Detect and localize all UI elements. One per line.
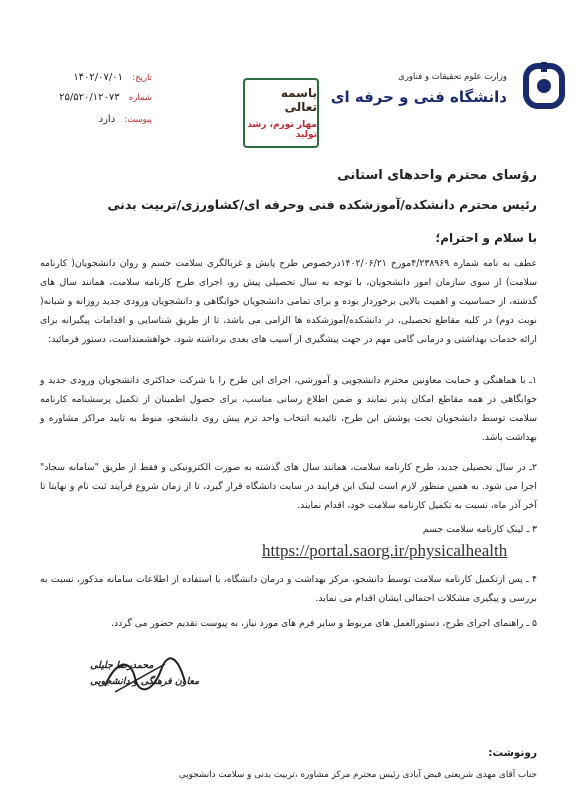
handwritten-signature-icon (95, 652, 191, 696)
number-value: ۲۵/۵۲۰/۱۲۰۷۳ (59, 92, 120, 103)
attachment-value: دارد (98, 114, 116, 125)
stamp-slogan: مهار تورم، رشد تولید (247, 120, 317, 140)
greeting: با سلام و احترام؛ (435, 231, 537, 245)
recipient: رئیس محترم دانشکده/آموزشکده فنی وحرفه ای/کشاورزی/تربیت بدنی (107, 197, 537, 212)
university-name: دانشگاه فنی و حرفه ای (330, 88, 507, 106)
letter-attachment (40, 114, 152, 125)
item-1-paragraph: ۱ـ با هماهنگی و حمایت معاونین محترم دانشجویی و آموزشی، اجرای این طرح را با شرکت حداکثری دانشجویان ورودی جدید و خوابگاهی در همه مقاطع امکان پذیر نمایند و ضمن اطلاع رسانی مناسب، برای حصول اطمینان از تکمیل پرسشنامه کارنامه سلامت توسط دانشجویان تحت پوشش این طرح، تائیدیه انتخاب واحد ترم پیش روی دانشجو، منوط به تایید مراکز مشاوره و بهداشت باشد. (40, 375, 537, 443)
date-label: تاریخ: (132, 73, 152, 83)
ministry-name: وزارت علوم تحقیقات و فناوری (398, 72, 507, 82)
university-logo-icon (522, 60, 566, 112)
attachment-label: پیوست: (124, 115, 152, 125)
health-portal-link[interactable]: https://portal.saorg.ir/physicalhealth (262, 541, 508, 560)
item-3-paragraph: ۳ ـ لینک کارنامه سلامت جسم (422, 524, 537, 535)
intro-paragraph: عطف به نامه شماره ۴/۲۳۸۹۶۹مورخ ۱۴۰۲/۰۶/۲۱درخصوص طرح پایش و غربالگری سلامت جسم و روان دانشجویان( کارنامه سلامت) از سوی سازمان امور دانشجویان، با توجه به سال تحصیلی پیش رو، اجرای طرح کارنامه سلامت، همانند سال های گذشته، از حساسیت و اهمیت بالایی برخوردار بوده و برای تمامی دانشجویان خوابگاهی و دانشجویان ورودی جدید روزانه و شبانه( نوبت دوم) در کلیه مقاطع تحصیلی، در دانشکده/آموزشکده ها الزامی می باشد، تا از طریق شناسایی و اقدامات پیگیرانه برای ارائه خدمات بهداشتی و درمانی گامی مهم در جهت پیشگیری از آسیب های بعدی برداشته شود. خواهشمنداست، دستور فرمائید: (40, 258, 537, 345)
item-4-paragraph: ۴ ـ پس ازتکمیل کارنامه سلامت توسط دانشجو، مرکز بهداشت و درمان دانشگاه، با استفاده از اطلاعات سامانه مذکور، نسبت به بررسی و پیگیری مشکلات احتمالی ایشان اقدام می نماید. (40, 574, 537, 604)
salutation: رؤسای محترم واحدهای استانی (337, 168, 537, 183)
signatory-title: معاون فرهنگی و دانشجویی (90, 676, 200, 687)
stamp-heading: باسمه تعالی (280, 86, 317, 114)
cc-recipient: جناب آقای مهدی شریعتی فیض آبادی رئیس محترم مرکز مشاوره ،تربیت بدنی و سلامت دانشجویی (178, 770, 537, 780)
slogan-stamp (243, 78, 319, 148)
cc-heading: رونوشت: (488, 747, 537, 759)
letter-number (40, 92, 152, 103)
signatory-name: محمدرضا جلیلی (90, 660, 154, 671)
letter-date (40, 72, 152, 83)
number-label: شماره (128, 93, 152, 103)
item-5-paragraph: ۵ ـ راهنمای اجرای طرح، دستورالعمل های مربوط و سایر فرم های مورد نیاز، به پیوست تقدیم حضور می گردد. (111, 618, 537, 629)
item-2-paragraph: ۲ـ در سال تحصیلی جدید، طرح کارنامه سلامت، همانند سال های گذشته به صورت الکترونیکی و فقط از طریق "سامانه سجاد" اجرا می شود. به همین منظور لازم است لینک این فرایند در سایت دانشگاه قرار گیرد، تا از زمان شروع فرآیند ثبت نام و نهایتا تا آخر آذر ماه، نسبت به تکمیل کارنامه سلامت خود، اقدام نمایند. (40, 462, 537, 511)
date-value: ۱۴۰۲/۰۷/۰۱ (73, 72, 124, 83)
